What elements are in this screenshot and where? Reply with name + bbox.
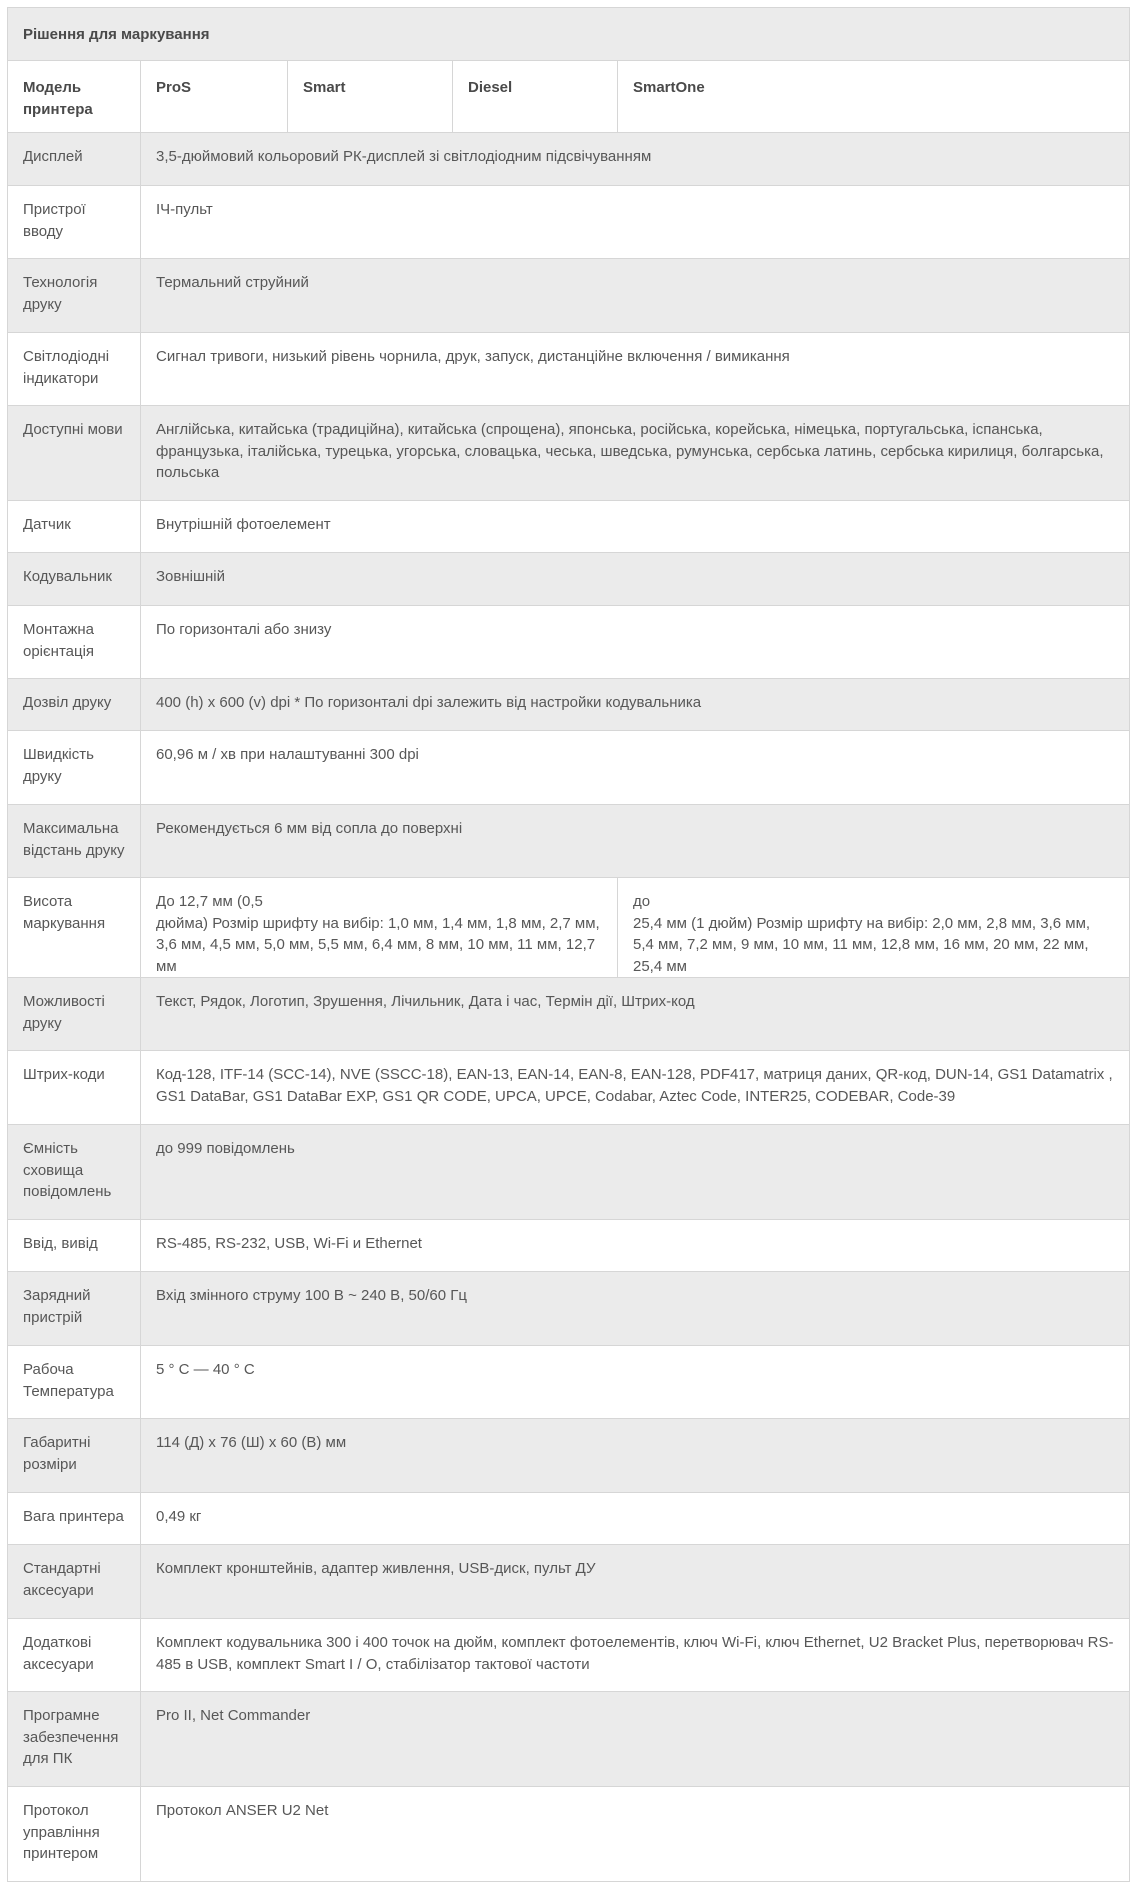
spec-table [7, 7, 1130, 1882]
model-smartone: SmartOne [618, 61, 1130, 133]
row-label: Пристрої вводу [8, 186, 141, 259]
row-label: Технологія друку [8, 259, 141, 333]
spec-row-print-technology [8, 259, 1130, 333]
row-label: Штрих-коди [8, 1051, 141, 1125]
spec-row-weight [8, 1493, 1130, 1545]
row-label: Габаритні розміри [8, 1419, 141, 1493]
row-value: 114 (Д) x 76 (Ш) x 60 (В) мм [141, 1419, 1130, 1493]
model-label: Модель принтера [8, 61, 141, 133]
row-label: Швидкість друку [8, 731, 141, 805]
spec-row-standard-accessories [8, 1545, 1130, 1619]
spec-row-dimensions [8, 1419, 1130, 1493]
row-label: Дозвіл друку [8, 679, 141, 731]
value-a-rest: дюйма) Розмір шрифту на вибір: 1,0 мм, 1,4 мм, 1,8 мм, 2,7 мм, 3,6 мм, 4,5 мм, 5,0 мм, 5,5 мм, 6,4 мм, 8 мм, 10 мм, 11 мм, 12,7 мм [156, 914, 600, 975]
row-value: 0,49 кг [141, 1493, 1130, 1545]
spec-row-sensor [8, 501, 1130, 553]
spec-row-encoder [8, 553, 1130, 606]
row-value: Код-128, ITF-14 (SCC-14), NVE (SSCC-18), EAN-13, EAN-14, EAN-8, EAN-128, PDF417, матриця даних, QR-код, DUN-14, GS1 Datamatrix , GS1 DataBar, GS1 DataBar EXP, GS1 QR CODE, UPCA, UPCE, Codabar, Aztec Code, INTER25, CODEBAR, Code-39 [141, 1051, 1130, 1125]
row-value: Вхід змінного струму 100 В ~ 240 В, 50/60 Гц [141, 1272, 1130, 1346]
row-label: Кодувальник [8, 553, 141, 606]
row-label: Доступні мови [8, 406, 141, 501]
row-label: Можливості друку [8, 978, 141, 1051]
row-label: Вага принтера [8, 1493, 141, 1545]
row-label: Зарядний пристрій [8, 1272, 141, 1346]
row-label: Світлодіодні індикатори [8, 333, 141, 406]
row-value: 400 (h) x 600 (v) dpi * По горизонталі dpi залежить від настройки кодувальника [141, 679, 1130, 731]
row-value: Рекомендується 6 мм від сопла до поверхні [141, 805, 1130, 878]
row-value: Термальний струйний [141, 259, 1130, 333]
spec-row-input-devices [8, 186, 1130, 259]
row-value: до 999 повідомлень [141, 1125, 1130, 1220]
value-b-first-line: до [633, 893, 651, 910]
table-title: Рішення для маркування [8, 8, 1130, 61]
row-value: Протокол ANSER U2 Net [141, 1787, 1130, 1882]
model-smart: Smart [288, 61, 453, 133]
row-value: Внутрішній фотоелемент [141, 501, 1130, 553]
row-value: 3,5-дюймовий кольоровий РК-дисплей зі світлодіодним підсвічуванням [141, 133, 1130, 186]
row-value: Текст, Рядок, Логотип, Зрушення, Лічильник, Дата і час, Термін дії, Штрих-код [141, 978, 1130, 1051]
row-value: ІЧ-пульт [141, 186, 1130, 259]
row-label: Монтажна орієнтація [8, 606, 141, 679]
spec-row-optional-accessories [8, 1619, 1130, 1692]
row-value: 60,96 м / хв при налаштуванні 300 dpi [141, 731, 1130, 805]
spec-row-pc-software [8, 1692, 1130, 1787]
row-label: Висота маркування [8, 878, 141, 978]
spec-row-io [8, 1220, 1130, 1272]
row-value: Pro II, Net Commander [141, 1692, 1130, 1787]
spec-row-print-speed [8, 731, 1130, 805]
row-value-a [141, 878, 618, 978]
spec-row-led-indicators [8, 333, 1130, 406]
row-label: Стандартні аксесуари [8, 1545, 141, 1619]
spec-row-languages [8, 406, 1130, 501]
spec-row-barcodes [8, 1051, 1130, 1125]
row-value: Зовнішній [141, 553, 1130, 606]
row-label: Додаткові аксесуари [8, 1619, 141, 1692]
spec-row-print-capabilities [8, 978, 1130, 1051]
row-value: Комплект кронштейнів, адаптер живлення, USB-диск, пульт ДУ [141, 1545, 1130, 1619]
spec-row-mark-height [8, 878, 1130, 978]
row-value: RS-485, RS-232, USB, Wi-Fi и Ethernet [141, 1220, 1130, 1272]
row-label: Протокол управління принтером [8, 1787, 141, 1882]
row-value: Комплект кодувальника 300 і 400 точок на дюйм, комплект фотоелементів, ключ Wi-Fi, ключ Ethernet, U2 Bracket Plus, перетворювач RS-485 в USB, комплект Smart I / O, стабілізатор тактової частоти [141, 1619, 1130, 1692]
row-label: Максимальна відстань друку [8, 805, 141, 878]
spec-row-mounting [8, 606, 1130, 679]
value-b-rest: 25,4 мм (1 дюйм) Розмір шрифту на вибір: 2,0 мм, 2,8 мм, 3,6 мм, 5,4 мм, 7,2 мм, 9 мм, 10 мм, 11 мм, 12,8 мм, 16 мм, 20 мм, 22 мм, 25,4 мм [633, 914, 1091, 975]
row-value: Сигнал тривоги, низький рівень чорнила, друк, запуск, дистанційне включення / вимикання [141, 333, 1130, 406]
row-value: 5 ° C — 40 ° C [141, 1346, 1130, 1419]
model-row [8, 61, 1130, 133]
model-diesel: Diesel [453, 61, 618, 133]
row-label: Програмне забезпечення для ПК [8, 1692, 141, 1787]
model-pros: ProS [141, 61, 288, 133]
spec-row-resolution [8, 679, 1130, 731]
row-value: По горизонталі або знизу [141, 606, 1130, 679]
spec-row-control-protocol [8, 1787, 1130, 1882]
spec-row-max-distance [8, 805, 1130, 878]
row-value-b [618, 878, 1130, 978]
spec-row-operating-temperature [8, 1346, 1130, 1419]
value-a-first-line: До 12,7 мм (0,5 [156, 893, 263, 910]
spec-row-message-storage [8, 1125, 1130, 1220]
table-title-row [8, 8, 1130, 61]
spec-row-display [8, 133, 1130, 186]
row-label: Датчик [8, 501, 141, 553]
row-label: Дисплей [8, 133, 141, 186]
row-value: Англійська, китайська (традиційна), китайська (спрощена), японська, російська, корейська, німецька, португальська, іспанська, французька, італійська, турецька, угорська, словацька, чеська, шведська, румунська, сербська латинь, сербська кирилиця, болгарська, польська [141, 406, 1130, 501]
row-label: Рабоча Температура [8, 1346, 141, 1419]
spec-row-charger [8, 1272, 1130, 1346]
row-label: Ємність сховища повідомлень [8, 1125, 141, 1220]
row-label: Ввід, вивід [8, 1220, 141, 1272]
